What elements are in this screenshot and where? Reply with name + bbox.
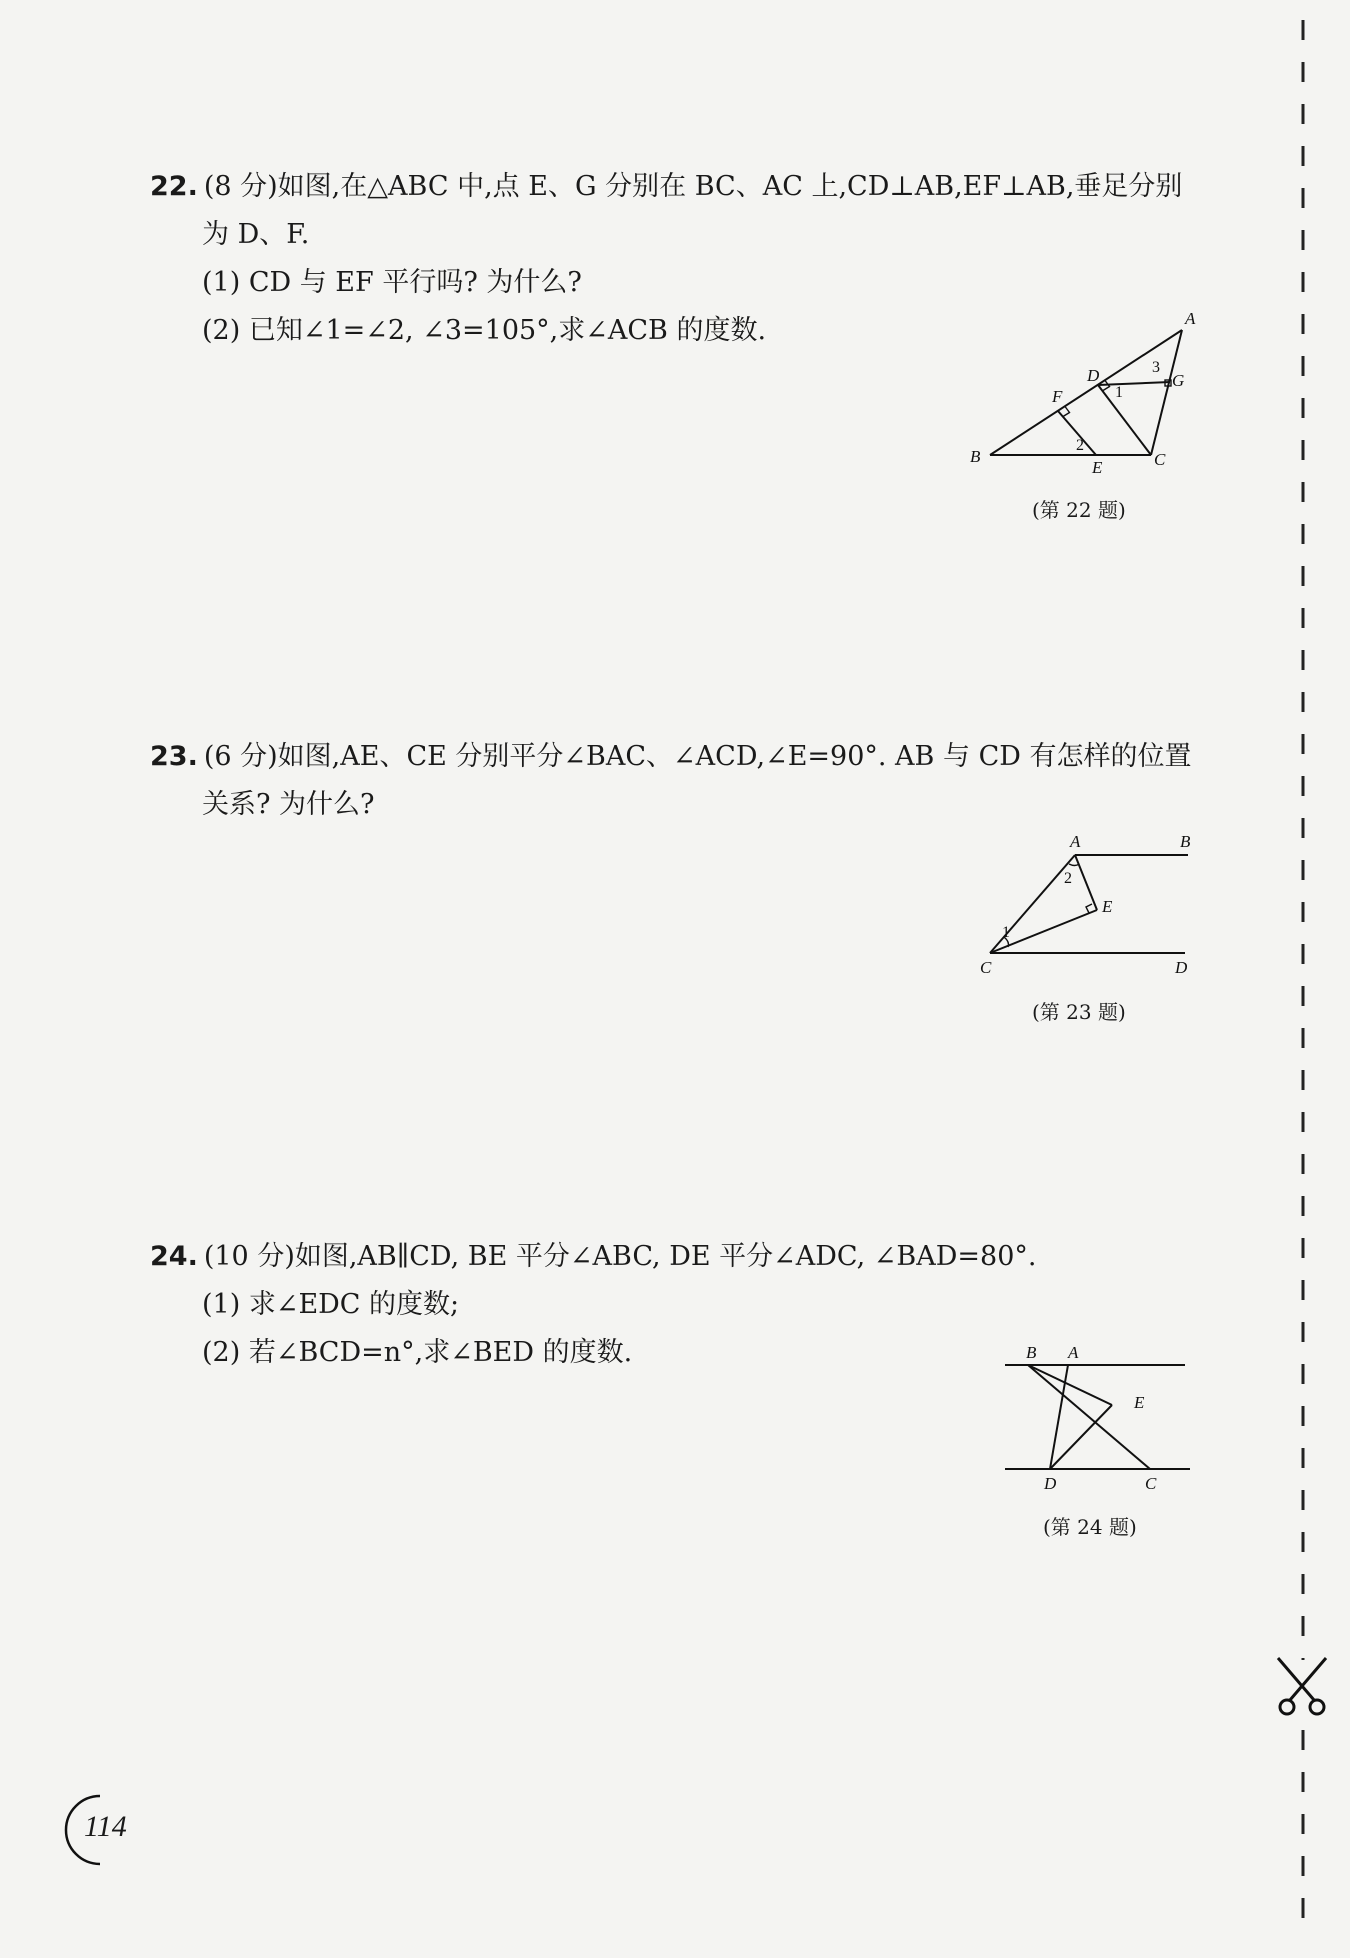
label-B: B [1026, 1343, 1037, 1362]
page-number-text: 114 [84, 1810, 127, 1843]
label-E: E [1134, 1393, 1145, 1412]
angle-label-2: 2 [1064, 870, 1072, 887]
sub-question-1: (1) CD 与 EF 平行吗? 为什么? [202, 267, 582, 298]
problem-stem: (6 分)如图,AE、CE 分别平分∠BAC、∠ACD,∠E=90°. AB 与 CD 有怎样的位置 [203, 741, 1192, 772]
figure-caption: (第 22 题) [1032, 498, 1126, 522]
angle-label-3: 3 [1152, 359, 1160, 376]
label-A: A [1070, 832, 1081, 851]
scissors-icon [1272, 1650, 1332, 1720]
label-E: E [1102, 897, 1113, 916]
sub-question-2: (2) 已知∠1=∠2, ∠3=105°,求∠ACB 的度数. [202, 315, 767, 346]
problem-stem: (10 分)如图,AB∥CD, BE 平分∠ABC, DE 平分∠ADC, ∠BAD=80°. [203, 1241, 1037, 1272]
label-A: A [1185, 309, 1196, 328]
problem-stem: (8 分)如图,在△ABC 中,点 E、G 分别在 BC、AC 上,CD⊥AB,EF⊥AB,垂足分别 [203, 171, 1183, 202]
problem-number: 24. [150, 1241, 198, 1272]
figure-caption: (第 24 题) [1043, 1515, 1137, 1539]
label-E: E [1092, 458, 1103, 477]
label-G: G [1172, 371, 1185, 390]
sub-question-2: (2) 若∠BCD=n°,求∠BED 的度数. [202, 1337, 633, 1368]
problem-23 [150, 733, 1230, 829]
label-D: D [1175, 958, 1188, 977]
label-C: C [1145, 1474, 1157, 1493]
angle-label-2: 2 [1076, 437, 1084, 454]
label-B: B [1180, 832, 1191, 851]
figure-24 [990, 1335, 1210, 1495]
problem-stem-continued: 关系? 为什么? [202, 789, 375, 820]
angle-label-1: 1 [1115, 384, 1123, 401]
label-C: C [980, 958, 992, 977]
figure-23 [970, 830, 1210, 980]
label-A: A [1068, 1343, 1079, 1362]
label-F: F [1052, 387, 1063, 406]
angle-label-1: 1 [1002, 924, 1010, 941]
page-number [60, 1790, 140, 1870]
label-D: D [1044, 1474, 1057, 1493]
problem-number: 23. [150, 741, 198, 772]
figure-22 [960, 300, 1200, 480]
problem-number: 22. [150, 171, 198, 202]
problem-stem-continued: 为 D、F. [202, 219, 310, 250]
label-C: C [1154, 450, 1166, 469]
label-D: D [1087, 366, 1100, 385]
sub-question-1: (1) 求∠EDC 的度数; [202, 1289, 460, 1320]
figure-caption: (第 23 题) [1032, 1000, 1126, 1024]
label-B: B [970, 447, 981, 466]
